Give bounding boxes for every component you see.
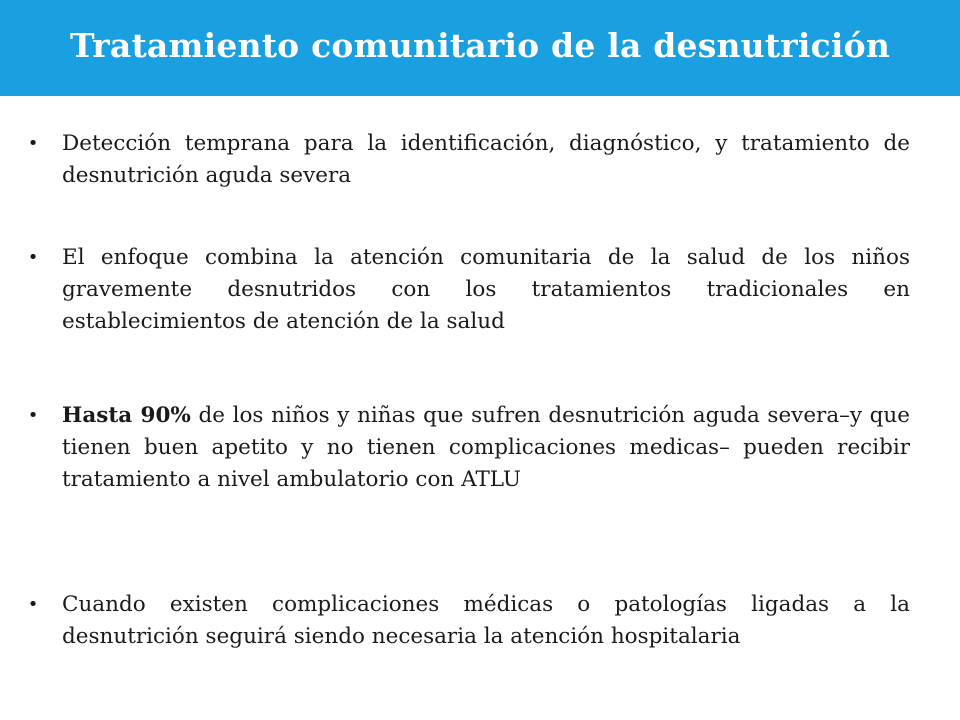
bullet-text: de los niños y niñas que sufren desnutrición aguda severa–y que tienen buen apetito y no tienen complicaciones medicas– pueden recibir tratamiento a nivel ambulatorio con ATLU [62, 403, 910, 492]
bullet-marker-icon: • [27, 594, 39, 615]
bullet-marker-icon: • [27, 405, 39, 426]
bullet-marker-icon: • [27, 133, 39, 154]
bullet-item-approach [27, 242, 910, 338]
slide-title: Tratamiento comunitario de la desnutrición [69, 25, 891, 65]
bullet-text: Cuando existen complicaciones médicas o patologías ligadas a la desnutrición seguirá siendo necesaria la atención hospitalaria [62, 592, 910, 649]
bullet-bold-lead: Hasta 90% [62, 403, 191, 428]
bullet-item-outpatient [27, 400, 910, 496]
bullet-text: El enfoque combina la atención comunitaria de la salud de los niños gravemente desnutridos con los tratamientos tradicionales en establecimientos de atención de la salud [62, 245, 910, 334]
bullet-marker-icon: • [27, 247, 39, 268]
bullet-item-early-detection [27, 128, 910, 192]
bullet-item-hospital-care [27, 589, 910, 653]
bullet-text: Detección temprana para la identificación, diagnóstico, y tratamiento de desnutrición aguda severa [62, 131, 910, 188]
